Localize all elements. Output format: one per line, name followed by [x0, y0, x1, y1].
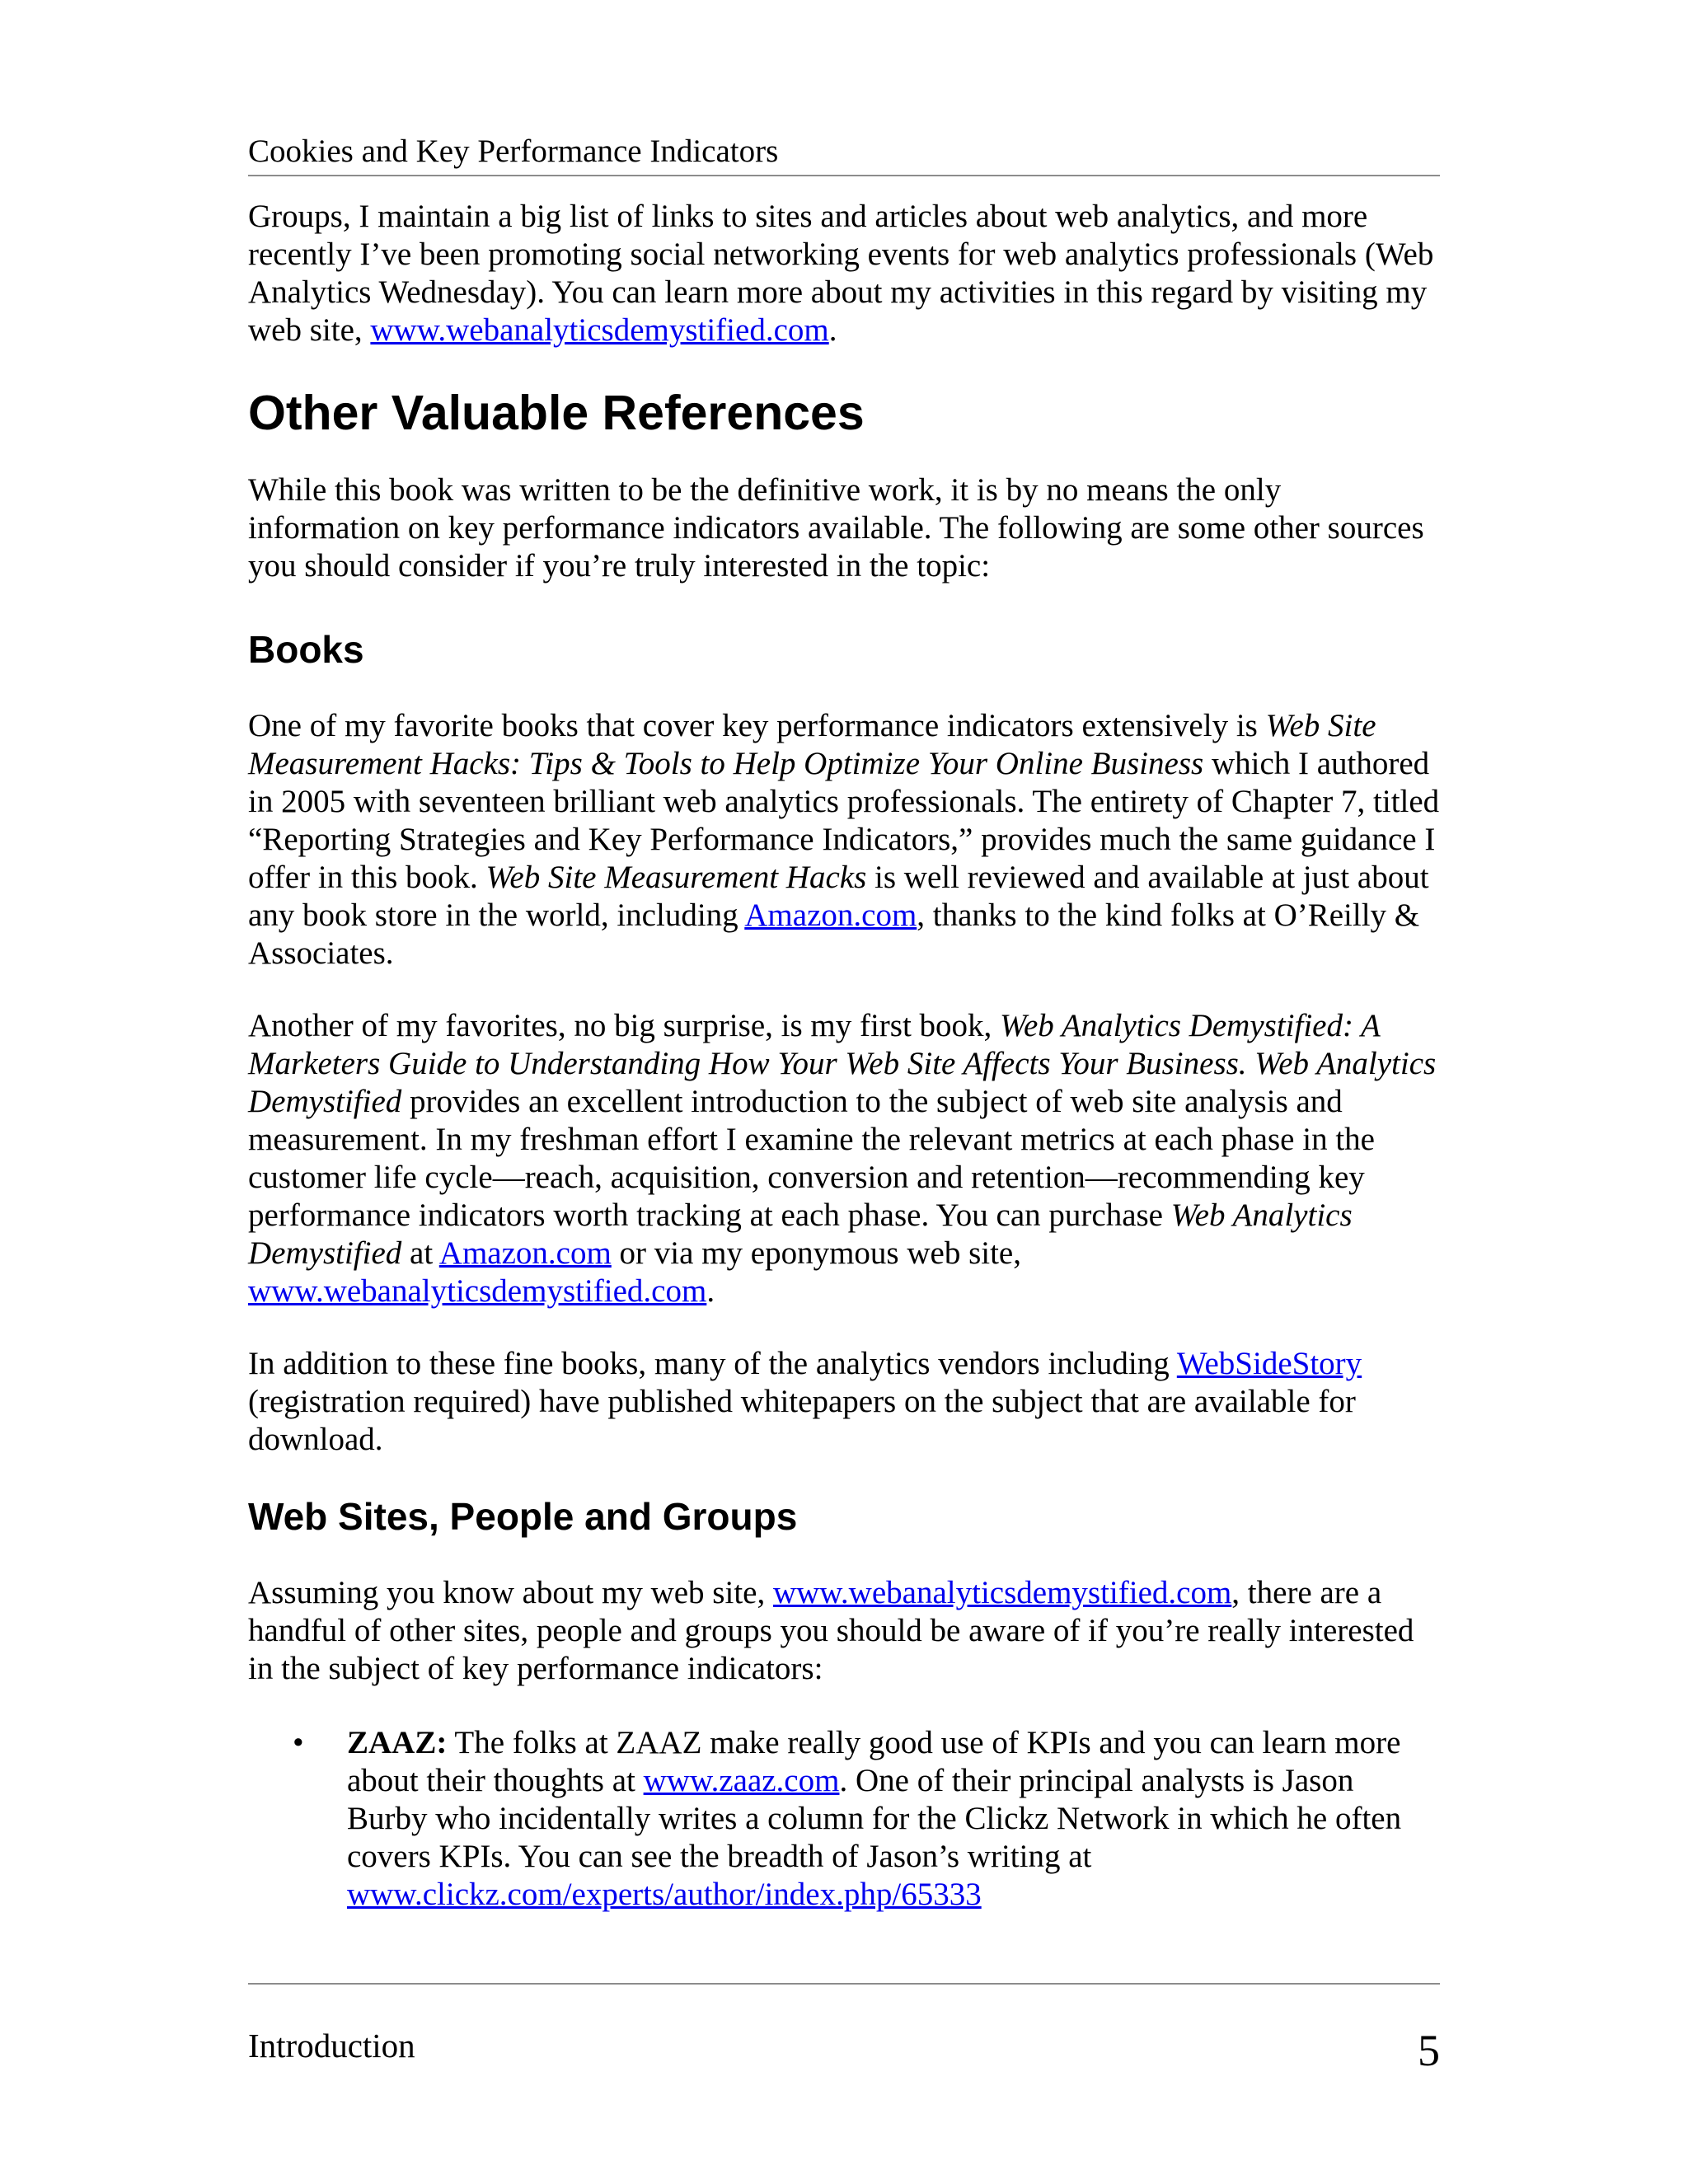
footer-section-name: Introduction: [248, 2027, 415, 2064]
zaaz-link[interactable]: www.zaaz.com: [643, 1763, 840, 1798]
webanalyticsdemystified-link-2[interactable]: www.webanalyticsdemystified.com: [248, 1273, 707, 1309]
book-title-demystified: Web Analytics Demystified: A Marketers Guide to Understanding How Your Web Site Affects Your Business. Web Analytics Demystified: [248, 1008, 1437, 1119]
page-number: 5: [1418, 2026, 1440, 2075]
text-run: is well reviewed and available at just about any book store in the world, including: [248, 860, 1429, 933]
books-paragraph-1: [248, 707, 1440, 972]
clickz-link[interactable]: www.clickz.com/experts/author/index.php/65333: [347, 1877, 982, 1912]
section-heading-other-references: Other Valuable References: [248, 386, 865, 440]
text-run: or via my eponymous web site,: [611, 1235, 1021, 1271]
list-item: [293, 1724, 1440, 1914]
subheading-books: Books: [248, 628, 364, 671]
webanalyticsdemystified-link-3[interactable]: www.webanalyticsdemystified.com: [772, 1575, 1232, 1610]
webanalyticsdemystified-link[interactable]: www.webanalyticsdemystified.com: [370, 312, 829, 348]
text-run: at: [401, 1235, 439, 1271]
resources-list: [248, 1724, 1440, 1914]
text-run: (registration required) have published whitepapers on the subject that are available for download.: [248, 1384, 1356, 1457]
text-run: which I authored in 2005 with seventeen brilliant web analytics professionals. The entirety of Chapter 7, titled “Reporting Strategies and Key Performance Indicators,” provides much the same guidance I offer in this book.: [248, 746, 1440, 895]
book-title-demystified-short: Web Analytics Demystified: [248, 1197, 1353, 1271]
intro-paragraph: [248, 198, 1440, 349]
book-title-measurement-hacks: Web Site Measurement Hacks: Tips & Tools to Help Optimize Your Online Business: [248, 708, 1376, 781]
amazon-link-2[interactable]: Amazon.com: [438, 1235, 612, 1271]
intro-text: Groups, I maintain a big list of links to sites and articles about web analytics, and more recently I’ve been promoting social networking events for web analytics professionals (Web Analytics Wednesday). You can learn more about my activities in this regard by visiting my web site,: [248, 199, 1434, 348]
running-header: Cookies and Key Performance Indicators: [248, 130, 1440, 176]
book-title-short: Web Site Measurement Hacks: [485, 860, 867, 895]
books-paragraph-2: [248, 1007, 1440, 1310]
websidestory-link[interactable]: WebSideStory: [1176, 1346, 1362, 1381]
footer-rule: [248, 1983, 1440, 1985]
vendors-paragraph: [248, 1345, 1440, 1459]
text-run: . One of their principal analysts is Jason Burby who incidentally writes a column for the Clickz Network in which he often covers KPIs. You can see the breadth of Jason’s writing at: [347, 1763, 1402, 1874]
text-run: In addition to these fine books, many of the analytics vendors including: [248, 1346, 1177, 1381]
subheading-web-sites: Web Sites, People and Groups: [248, 1495, 798, 1538]
text-run: , thanks to the kind folks at O’Reilly & Associates.: [248, 898, 1420, 971]
text-run: provides an excellent introduction to the subject of web site analysis and measurement. In my freshman effort I examine the relevant metrics at each phase in the customer life cycle—reach, acquisition, conversion and retention—recommending key performance indicators worth tracking at each phase. You can purchase: [248, 1084, 1375, 1233]
text-run: One of my favorite books that cover key performance indicators extensively is: [248, 708, 1266, 743]
intro-text-end: .: [828, 312, 837, 348]
sites-intro-paragraph: [248, 1574, 1440, 1688]
references-intro-paragraph: While this book was written to be the definitive work, it is by no means the only information on key performance indicators available. The following are some other sources you should consider if you’re truly interested in the topic:: [248, 472, 1424, 583]
text-run: , there are a handful of other sites, people and groups you should be aware of if you’re really interested in the subject of key performance indicators:: [248, 1575, 1414, 1686]
text-run: Another of my favorites, no big surprise, is my first book,: [248, 1008, 1001, 1043]
text-run: The folks at ZAAZ make really good use of KPIs and you can learn more about their thoughts at: [347, 1725, 1401, 1798]
list-item-label: ZAAZ:: [347, 1725, 448, 1760]
text-run: .: [706, 1273, 715, 1309]
page-content: [248, 198, 1440, 1914]
text-run: Assuming you know about my web site,: [248, 1575, 773, 1610]
amazon-link[interactable]: Amazon.com: [744, 898, 917, 933]
bullet-icon: •: [293, 1725, 304, 1760]
